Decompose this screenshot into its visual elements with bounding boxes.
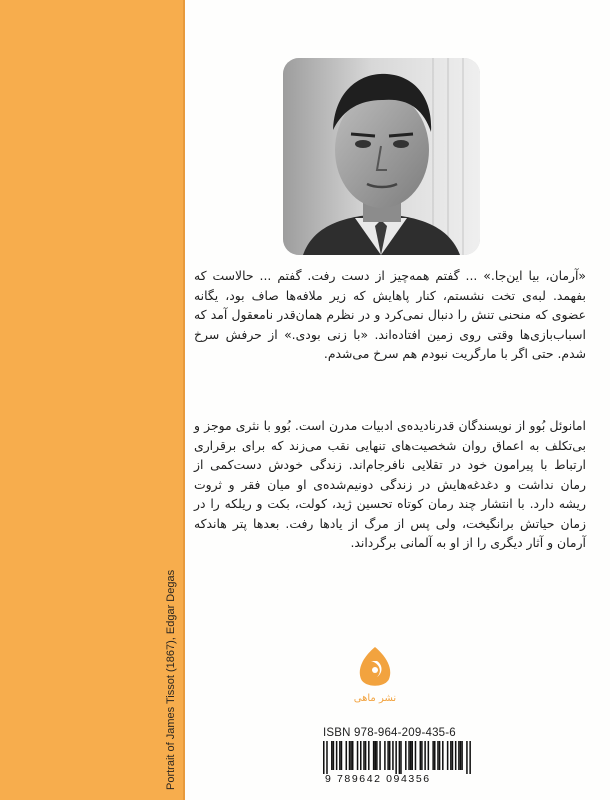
- orange-band-edge: [183, 0, 185, 800]
- isbn-label: ISBN 978-964-209-435-6: [323, 727, 456, 739]
- barcode-icon: [323, 741, 471, 774]
- book-excerpt: «آرمان، بیا این‌جا.» ... گفتم همه‌چیز از دست رفت. گفتم ... حالاست که بفهمد. لبه‌ی تخت نشستم، کنار پاهایش که زیر ملافه‌ها صاف بود، یگانه عضوی که منحنی تنش را دنبال نمی‌کرد و در نظرم همان‌قدر نامعقول آمد که اسباب‌بازی‌ها وقتی روی زمین افتاده‌اند. «با زنی بودی.» از حرفش سرخ شدم. حتی اگر با مارگریت نبودم هم سرخ می‌شدم.: [194, 268, 586, 361]
- orange-band: [0, 0, 183, 800]
- isbn-barcode: [323, 741, 471, 783]
- author-portrait-photo-icon: [283, 58, 480, 255]
- publisher-name: نشر ماهی: [353, 693, 397, 704]
- author-portrait: [283, 58, 480, 255]
- fish-logo-icon: [353, 645, 397, 707]
- cover-art-credit: Portrait of James Tissot (1867), Edgar Degas: [165, 569, 177, 790]
- publisher-logo: [353, 645, 397, 707]
- author-biography: امانوئل بُوو از نویسندگان قدرنادیده‌ی ادبیات مدرن است. بُوو با نثری موجز و بی‌تکلف به اعماق روان شخصیت‌های تنهایی نقب می‌زند که برای برقراری ارتباط با پیرامون خود در تقلایی نافرجام‌اند. زندگی خودش دست‌کمی از رمان نداشت و دغدغه‌هایش در زندگی دونیم‌شده‌ی او میان فقر و ثروت ریشه دارد. با انتشار چند رمان کوتاه تحسین ژید، کولت، بکت و ریلکه را در زمان حیاتش برانگیخت، ولی پس از مرگ از یادها رفت. بعدها پتر هاندکه آرمان و آثار دیگری را از او به آلمانی برگرداند.: [194, 418, 586, 550]
- barcode-digits: 9 789642 094356: [325, 773, 431, 785]
